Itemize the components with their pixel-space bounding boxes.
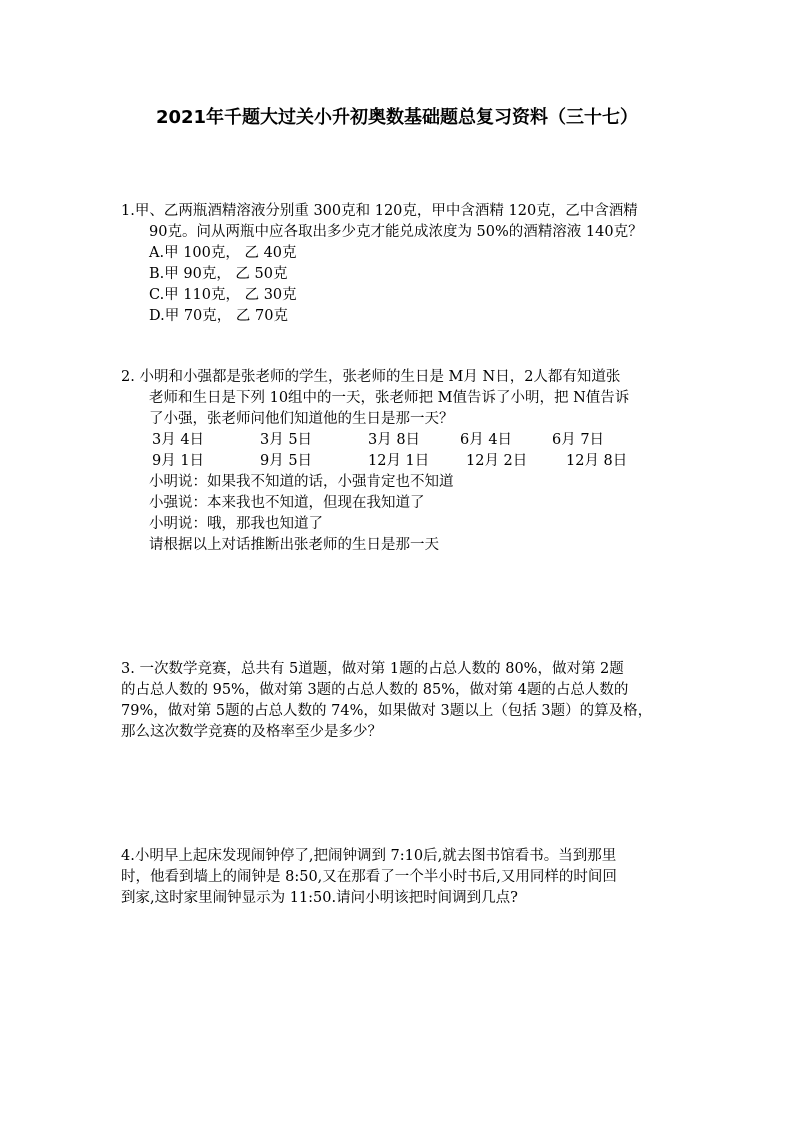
question-3-line-4: 那么这次数学竞赛的及格率至少是多少？ [121, 724, 382, 740]
question-2-dialog-3: 小明说：哦，那我也知道了 [149, 516, 323, 532]
question-2-line-2: 老师和生日是下列 10组中的一天，张老师把 M值告诉了小明，把 N值告诉 [149, 390, 630, 406]
question-3-line-3: 79%，做对第 5题的占总人数的 74%，如果做对 3题以上（包括 3题）的算及格， [121, 703, 653, 719]
question-1-option-d: D.甲 70克， 乙 70克 [149, 308, 288, 324]
date-option: 6月 4日 [460, 432, 513, 448]
question-3-line-1: 3. 一次数学竞赛，总共有 5道题，做对第 1题的占总人数的 80%，做对第 2题 [121, 661, 624, 677]
date-option: 12月 8日 [566, 453, 628, 469]
question-2-line-1: 2. 小明和小强都是张老师的学生，张老师的生日是 M月 N日，2人都有知道张 [121, 369, 621, 385]
question-4-line-3: 到家,这时家里闹钟显示为 11:50.请问小明该把时间调到几点? [121, 890, 518, 906]
question-1-line-2: 90克。问从两瓶中应各取出多少克才能兑成浓度为 50%的酒精溶液 140克？ [149, 224, 643, 240]
question-2-instruction: 请根据以上对话推断出张老师的生日是那一天 [149, 537, 439, 553]
date-option: 9月 5日 [260, 453, 313, 469]
document-title: 2021年千题大过关小升初奥数基础题总复习资料（三十七） [155, 107, 639, 128]
question-3-line-2: 的占总人数的 95%，做对第 3题的占总人数的 85%，做对第 4题的占总人数的 [121, 682, 629, 698]
question-4-line-2: 时，他看到墙上的闹钟是 8:50,又在那看了一个半小时书后,又用同样的时间回 [121, 869, 617, 885]
question-4-line-1: 4.小明早上起床发现闹钟停了,把闹钟调到 7:10后,就去图书馆看书。当到那里 [121, 848, 617, 864]
question-1-option-b: B.甲 90克， 乙 50克 [149, 266, 288, 282]
date-option: 3月 4日 [152, 432, 205, 448]
question-2-dialog-1: 小明说：如果我不知道的话，小强肯定也不知道 [149, 474, 454, 490]
question-1-line-1: 1.甲、乙两瓶酒精溶液分别重 300克和 120克，甲中含酒精 120克，乙中含酒精 [121, 203, 638, 219]
date-option: 3月 5日 [260, 432, 313, 448]
date-option: 6月 7日 [552, 432, 605, 448]
question-2-line-3: 了小强，张老师问他们知道他的生日是那一天？ [149, 411, 454, 427]
date-option: 12月 1日 [368, 453, 430, 469]
date-option: 3月 8日 [368, 432, 421, 448]
question-2-dialog-2: 小强说：本来我也不知道，但现在我知道了 [149, 495, 425, 511]
date-option: 12月 2日 [466, 453, 528, 469]
question-1-option-a: A.甲 100克， 乙 40克 [149, 245, 297, 261]
question-1-option-c: C.甲 110克， 乙 30克 [149, 287, 297, 303]
date-option: 9月 1日 [152, 453, 205, 469]
